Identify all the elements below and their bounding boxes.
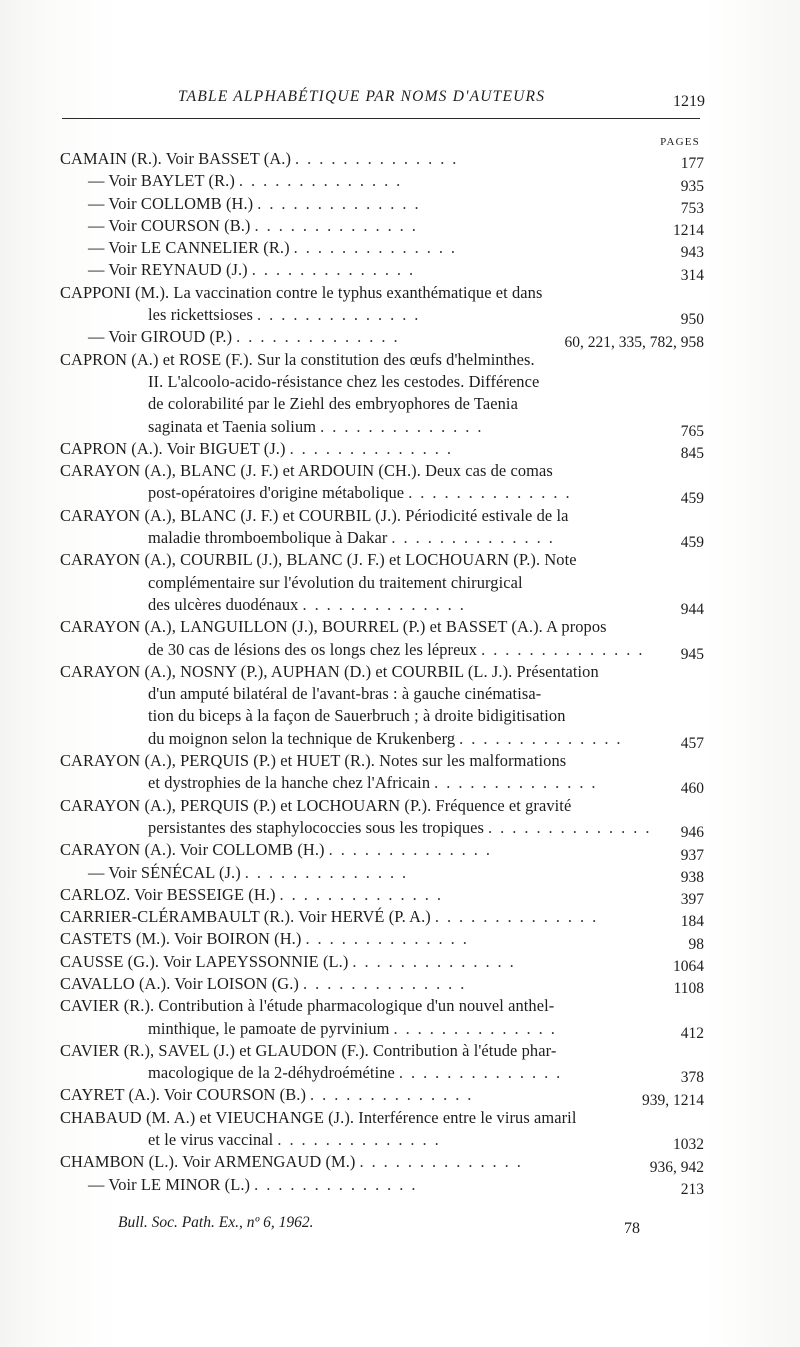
entry-continuation-line <box>60 594 710 616</box>
entry-text: CHABAUD (M. A.) et VIEUCHANGE (J.). Interférence entre le virus amaril <box>60 1107 577 1127</box>
leader-dots: .............. <box>328 840 498 860</box>
entry-text: CAYRET (A.). Voir COURSON (B.) <box>60 1085 307 1105</box>
entry-text: d'un amputé bilatéral de l'avant-bras : à gauche cinématisa- <box>148 684 542 704</box>
page-reference: 459 <box>680 534 704 552</box>
entry-text: — Voir COLLOMB (H.) <box>88 193 254 213</box>
leader-dots: .............. <box>293 238 464 258</box>
index-entries <box>60 148 710 1196</box>
index-entry <box>60 438 710 463</box>
index-subentry <box>60 1174 710 1196</box>
entry-text: des ulcères duodénaux <box>148 594 299 614</box>
entry-text: CAVIER (R.). Contribution à l'étude pharmacologique d'un nouvel anthel- <box>60 996 555 1016</box>
page-reference: 944 <box>680 601 704 619</box>
index-subentry <box>60 215 710 240</box>
entry-continuation-line <box>60 683 710 705</box>
index-entry <box>60 460 710 505</box>
page-reference: 1064 <box>673 957 704 975</box>
leader-dots: .............. <box>459 728 629 748</box>
index-entry <box>60 505 710 550</box>
entry-text: CARAYON (A.), COURBIL (J.), BLANC (J. F.) et LOCHOUARN (P.). Note <box>60 550 577 570</box>
entry-heading-line <box>60 750 710 772</box>
page-reference: 1214 <box>673 222 704 240</box>
page-reference: 938 <box>680 868 704 886</box>
entry-heading-line <box>60 282 710 304</box>
leader-dots: .............. <box>295 149 465 168</box>
entry-text: CARAYON (A.). Voir COLLOMB (H.) <box>60 840 325 860</box>
entry-heading-line <box>60 795 710 817</box>
journal-citation: Bull. Soc. Path. Ex., nº 6, 1962. <box>118 1214 314 1231</box>
page-reference: 459 <box>680 489 704 507</box>
entry-heading-line <box>60 549 710 571</box>
leader-dots: .............. <box>488 817 658 837</box>
entry-continuation-line <box>60 1018 710 1040</box>
page-reference: 397 <box>680 891 704 909</box>
index-subentry <box>60 237 710 262</box>
leader-dots: .............. <box>393 1018 563 1038</box>
page-reference: 314 <box>680 266 704 284</box>
page-reference: 98 <box>688 935 704 953</box>
index-entry <box>60 616 710 661</box>
entry-heading-line <box>60 438 710 460</box>
entry-text: complémentaire sur l'évolution du traitement chirurgical <box>148 572 523 592</box>
entry-text: — Voir BAYLET (R.) <box>88 171 235 191</box>
leader-dots: .............. <box>302 594 472 614</box>
page-reference: 937 <box>680 846 704 864</box>
entry-text: CAPRON (A.). Voir BIGUET (J.) <box>60 438 286 458</box>
entry-continuation-line <box>60 1062 710 1084</box>
page-reference: 946 <box>680 824 704 842</box>
leader-dots: .............. <box>254 215 424 235</box>
entry-text: CARAYON (A.), NOSNY (P.), AUPHAN (D.) et COURBIL (L. J.). Présentation <box>60 661 599 681</box>
index-subentry <box>60 193 710 215</box>
entry-heading-line <box>60 661 710 683</box>
entry-heading-line <box>60 1084 710 1106</box>
header-rule <box>62 118 700 119</box>
entry-heading-line <box>60 193 710 215</box>
page-reference: 213 <box>680 1180 704 1198</box>
leader-dots: .............. <box>279 884 449 904</box>
index-entry <box>60 839 710 864</box>
entry-text: CARAYON (A.), BLANC (J. F.) et COURBIL (J.). Périodicité estivale de la <box>60 505 569 525</box>
page-reference: 177 <box>680 155 704 173</box>
entry-continuation-line <box>60 482 710 504</box>
entry-heading-line <box>60 170 710 192</box>
entry-text: du moignon selon la technique de Krukenberg <box>148 728 456 748</box>
page-reference: 1032 <box>673 1136 704 1154</box>
entry-text: CARRIER-CLÉRAMBAULT (R.). Voir HERVÉ (P. A.) <box>60 907 431 927</box>
entry-heading-line <box>60 1174 710 1196</box>
page-reference: 412 <box>680 1024 704 1042</box>
index-entry <box>60 884 710 909</box>
page-reference: 1108 <box>673 980 704 998</box>
index-subentry <box>60 259 710 284</box>
entry-heading-line <box>60 839 710 861</box>
index-entry <box>60 928 710 953</box>
entry-text: CARAYON (A.), PERQUIS (P.) et LOCHOUARN (P.). Fréquence et gravité <box>60 795 572 815</box>
entry-continuation-line <box>60 772 710 794</box>
leader-dots: .............. <box>251 260 422 280</box>
entry-text: — Voir COURSON (B.) <box>88 215 251 235</box>
page-reference: 935 <box>680 177 704 195</box>
leader-dots: .............. <box>310 1085 480 1105</box>
entry-heading-line <box>60 460 710 482</box>
entry-text: minthique, le pamoate de pyrvinium <box>148 1018 390 1038</box>
entry-text: CARAYON (A.), LANGUILLON (J.), BOURREL (P.) et BASSET (A.). A propos <box>60 617 607 637</box>
leader-dots: .............. <box>257 305 427 325</box>
page-reference: 765 <box>680 422 704 440</box>
leader-dots: .............. <box>352 951 522 971</box>
entry-continuation-line <box>60 304 710 326</box>
entry-text: — Voir SÉNÉCAL (J.) <box>88 862 241 882</box>
entry-continuation-line <box>60 527 710 549</box>
entry-text: post-opératoires d'origine métabolique <box>148 483 405 503</box>
entry-text: CHAMBON (L.). Voir ARMENGAUD (M.) <box>60 1152 356 1172</box>
entry-text: de 30 cas de lésions des os longs chez les lépreux <box>148 639 478 659</box>
page-reference: 943 <box>680 244 704 262</box>
leader-dots: .............. <box>303 973 473 993</box>
entry-continuation-line <box>60 817 710 839</box>
entry-continuation-line <box>60 705 710 727</box>
entry-text: CAVIER (R.), SAVEL (J.) et GLAUDON (F.). Contribution à l'étude phar- <box>60 1040 557 1060</box>
entry-text: tion du biceps à la façon de Sauerbruch ; à droite bidigitisation <box>148 706 566 726</box>
page-reference: 950 <box>680 311 704 329</box>
page-reference: 60, 221, 335, 782, 958 <box>564 333 704 351</box>
leader-dots: .............. <box>434 773 604 793</box>
index-entry <box>60 750 710 795</box>
entry-heading-line <box>60 928 710 950</box>
page-reference: 939, 1214 <box>642 1091 704 1109</box>
entry-text: — Voir LE MINOR (L.) <box>88 1174 251 1194</box>
entry-text: et dystrophies de la hanche chez l'Africain <box>148 773 431 793</box>
entry-heading-line <box>60 215 710 237</box>
entry-heading-line <box>60 1151 710 1173</box>
index-entry <box>60 148 710 173</box>
page-reference: 753 <box>680 199 704 217</box>
leader-dots: .............. <box>320 416 490 436</box>
entry-text: CARLOZ. Voir BESSEIGE (H.) <box>60 884 276 904</box>
leader-dots: .............. <box>359 1152 529 1172</box>
index-subentry <box>60 326 710 351</box>
leader-dots: .............. <box>236 327 406 347</box>
entry-heading-line <box>60 862 710 884</box>
leader-dots: .............. <box>277 1130 447 1150</box>
page-reference: 945 <box>680 645 704 663</box>
entry-text: saginata et Taenia solium <box>148 416 317 436</box>
entry-text: les rickettsioses <box>148 305 254 325</box>
leader-dots: .............. <box>289 438 459 458</box>
index-entry <box>60 282 710 327</box>
page-reference: 845 <box>680 445 704 463</box>
entry-text: persistantes des staphylococcies sous les tropiques <box>148 817 485 837</box>
entry-text: CARAYON (A.), PERQUIS (P.) et HUET (R.). Notes sur les malformations <box>60 751 567 771</box>
leader-dots: .............. <box>398 1063 569 1083</box>
entry-continuation-line <box>60 416 710 438</box>
index-subentry <box>60 862 710 884</box>
pages-column-label: PAGES <box>660 136 700 148</box>
entry-text: CAPRON (A.) et ROSE (F.). Sur la constitution des œufs d'helminthes. <box>60 349 535 369</box>
leader-dots: .............. <box>305 929 475 949</box>
entry-text: de colorabilité par le Ziehl des embryophores de Taenia <box>148 394 518 414</box>
entry-text: — Voir GIROUD (P.) <box>88 327 233 347</box>
entry-text: CAVALLO (A.). Voir LOISON (G.) <box>60 973 299 993</box>
index-entry <box>60 1084 710 1109</box>
entry-continuation-line <box>60 639 710 661</box>
entry-heading-line <box>60 995 710 1017</box>
index-entry <box>60 973 710 998</box>
entry-continuation-line <box>60 393 710 415</box>
entry-continuation-line <box>60 728 710 750</box>
entry-text: — Voir REYNAUD (J.) <box>88 260 248 280</box>
entry-heading-line <box>60 1107 710 1129</box>
entry-text: CAPPONI (M.). La vaccination contre le typhus exanthématique et dans <box>60 282 543 302</box>
entry-text: CAMAIN (R.). Voir BASSET (A.) <box>60 149 292 168</box>
index-entry <box>60 349 710 438</box>
running-title: TABLE ALPHABÉTIQUE PAR NOMS D'AUTEURS <box>178 88 546 105</box>
entry-text: — Voir LE CANNELIER (R.) <box>88 238 290 258</box>
leader-dots: .............. <box>408 483 578 503</box>
entry-text: CASTETS (M.). Voir BOIRON (H.) <box>60 929 302 949</box>
index-entry <box>60 906 710 931</box>
entry-heading-line <box>60 906 710 928</box>
entry-text: CAUSSE (G.). Voir LAPEYSSONNIE (L.) <box>60 951 349 971</box>
entry-heading-line <box>60 237 710 259</box>
entry-continuation-line <box>60 371 710 393</box>
page-reference: 184 <box>680 913 704 931</box>
entry-heading-line <box>60 505 710 527</box>
entry-heading-line <box>60 259 710 281</box>
index-entry <box>60 1040 710 1085</box>
entry-text: II. L'alcoolo-acido-résistance chez les cestodes. Différence <box>148 371 540 391</box>
entry-continuation-line <box>60 1129 710 1151</box>
entry-heading-line <box>60 884 710 906</box>
entry-heading-line <box>60 951 710 973</box>
page-reference: 936, 942 <box>649 1158 704 1176</box>
entry-text: et le virus vaccinal <box>148 1130 274 1150</box>
page-reference: 378 <box>680 1069 704 1087</box>
leader-dots: .............. <box>434 907 605 927</box>
entry-heading-line <box>60 1040 710 1062</box>
index-entry <box>60 1151 710 1176</box>
entry-text: maladie thromboembolique à Dakar <box>148 528 388 548</box>
entry-heading-line <box>60 973 710 995</box>
index-subentry <box>60 170 710 195</box>
leader-dots: .............. <box>391 528 561 548</box>
entry-continuation-line <box>60 572 710 594</box>
leader-dots: .............. <box>238 171 409 191</box>
entry-heading-line <box>60 616 710 638</box>
index-entry <box>60 549 710 619</box>
index-entry <box>60 1107 710 1152</box>
index-entry <box>60 951 710 973</box>
sheet-signature-number: 78 <box>624 1220 640 1237</box>
leader-dots: .............. <box>244 862 415 882</box>
index-entry <box>60 661 710 753</box>
entry-text: CARAYON (A.), BLANC (J. F.) et ARDOUIN (CH.). Deux cas de comas <box>60 461 553 481</box>
leader-dots: .............. <box>254 1174 424 1194</box>
page-reference: 460 <box>680 779 704 797</box>
entry-heading-line <box>60 349 710 371</box>
page-reference: 457 <box>680 735 704 753</box>
index-entry <box>60 795 710 840</box>
index-entry <box>60 995 710 1040</box>
leader-dots: .............. <box>257 193 427 213</box>
leader-dots: .............. <box>481 639 651 659</box>
entry-heading-line <box>60 148 710 170</box>
entry-text: macologique de la 2-déhydroémétine <box>148 1063 395 1083</box>
page-number: 1219 <box>673 93 705 110</box>
